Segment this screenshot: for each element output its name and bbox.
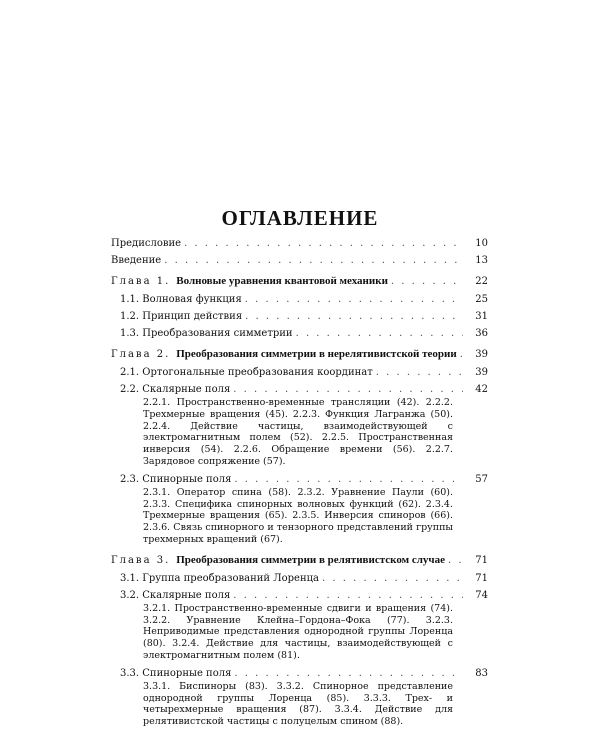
- toc-chapter-2[interactable]: [111, 348, 488, 361]
- toc-section-3-3[interactable]: [111, 668, 488, 680]
- toc-section-2-3[interactable]: [111, 474, 488, 486]
- chapter-label: Глава 3.: [111, 554, 171, 566]
- toc-section-label: 3.2. Скалярные поля: [120, 589, 231, 601]
- leader-dots: [245, 311, 463, 323]
- toc-page-number: 25: [475, 294, 488, 305]
- toc-page-number: 39: [475, 367, 488, 378]
- toc-page-number: 83: [475, 667, 488, 679]
- toc-chapter-1[interactable]: [111, 275, 488, 288]
- toc-page-number: 39: [475, 349, 488, 360]
- toc-section-label: 2.2. Скалярные поля: [120, 384, 231, 395]
- toc-section-label: 2.1. Ортогональные преобразования координат: [120, 367, 373, 378]
- leader-dots: [448, 555, 463, 567]
- page-title: ОГЛАВЛЕНИЕ: [221, 206, 379, 230]
- table-of-contents: [111, 238, 488, 734]
- toc-section-1-3[interactable]: [111, 328, 488, 340]
- leader-dots: [233, 590, 463, 602]
- leader-dots: [296, 328, 463, 340]
- leader-dots: [376, 367, 463, 379]
- chapter-title: Волновые уравнения квантовой механики: [176, 275, 388, 287]
- toc-entry-label: Введение: [111, 255, 162, 266]
- toc-page-number: 57: [475, 473, 488, 485]
- leader-dots: [184, 238, 463, 250]
- toc-page-number: 71: [475, 572, 488, 584]
- toc-subsection-list: 3.2.1. Пространственно-временные сдвиги и вращения (74). 3.2.2. Уравнение Клейна–Гордона–Фока (77). 3.2.3. Неприводимые представления однородной группы Лоренца (80). 3.2.4. Действие для частицы, взаимодействующей с электромагнитным полем (81).: [143, 602, 453, 661]
- toc-page-number: 13: [475, 255, 488, 266]
- toc-entry-label: Предисловие: [111, 238, 182, 249]
- toc-section-label: 3.3. Спинорные поля: [120, 667, 232, 679]
- leader-dots: [245, 294, 463, 306]
- toc-page-number: 42: [475, 384, 488, 395]
- leader-dots: [164, 255, 463, 267]
- chapter-label: Глава 1.: [111, 276, 171, 287]
- toc-page-number: 10: [475, 238, 488, 249]
- leader-dots: [460, 349, 463, 361]
- toc-subsection-list: 3.3.1. Биспиноры (83). 3.3.2. Спинорное представление однородной группы Лоренца (85). 3.3.3. Трех- и четырехмерные вращения (87). 3.3.4. Действие для релятивистской частицы с полуцелым спином (88).: [143, 680, 453, 728]
- toc-entry-introduction[interactable]: [111, 255, 488, 267]
- toc-section-1-2[interactable]: [111, 311, 488, 323]
- leader-dots: [322, 573, 463, 585]
- toc-section-3-1[interactable]: [111, 573, 488, 585]
- toc-section-1-1[interactable]: [111, 294, 488, 306]
- leader-dots: [234, 668, 463, 680]
- chapter-label: Глава 2.: [111, 349, 171, 360]
- toc-page-number: 31: [475, 311, 488, 322]
- toc-page-number: 22: [475, 276, 488, 287]
- toc-entry-preface[interactable]: [111, 238, 488, 250]
- toc-section-label: 1.1. Волновая функция: [120, 294, 242, 305]
- chapter-title: Преобразования симметрии в релятивистском случае: [176, 553, 445, 566]
- toc-page-number: 36: [475, 328, 488, 339]
- toc-page-number: 71: [475, 554, 488, 566]
- toc-section-label: 2.3. Спинорные поля: [120, 473, 232, 485]
- toc-section-label: 1.2. Принцип действия: [120, 311, 243, 322]
- toc-page-number: 74: [475, 589, 488, 601]
- toc-section-label: 1.3. Преобразования симметрии: [120, 328, 293, 339]
- leader-dots: [391, 276, 463, 288]
- chapter-title: Преобразования симметрии в нерелятивистской теории: [176, 348, 457, 360]
- toc-subsection-list: 2.3.1. Оператор спина (58). 2.3.2. Уравнение Паули (60). 2.3.3. Специфика спинорных волновых функций (62). 2.3.4. Трехмерные вращения (65). 2.3.5. Инверсия спиноров (66). 2.3.6. Связь спинорного и тензорного представлений группы трехмерных вращений (67).: [143, 486, 453, 545]
- leader-dots: [234, 474, 463, 486]
- toc-subsection-list: 2.2.1. Пространственно-временные трансляции (42). 2.2.2. Трехмерные вращения (45). 2.2.3. Функция Лагранжа (50). 2.2.4. Действие частицы, взаимодействующей с электромагнитным полем (52). 2.2.5. Пространственная инверсия (54). 2.2.6. Обращение времени (56). 2.2.7. Зарядовое сопряжение (57).: [143, 397, 453, 467]
- toc-section-2-1[interactable]: [111, 367, 488, 379]
- toc-section-label: 3.1. Группа преобразований Лоренца: [120, 572, 320, 584]
- leader-dots: [233, 384, 463, 396]
- toc-chapter-3[interactable]: [111, 554, 488, 567]
- toc-section-2-2[interactable]: [111, 384, 488, 396]
- toc-section-3-2[interactable]: [111, 590, 488, 602]
